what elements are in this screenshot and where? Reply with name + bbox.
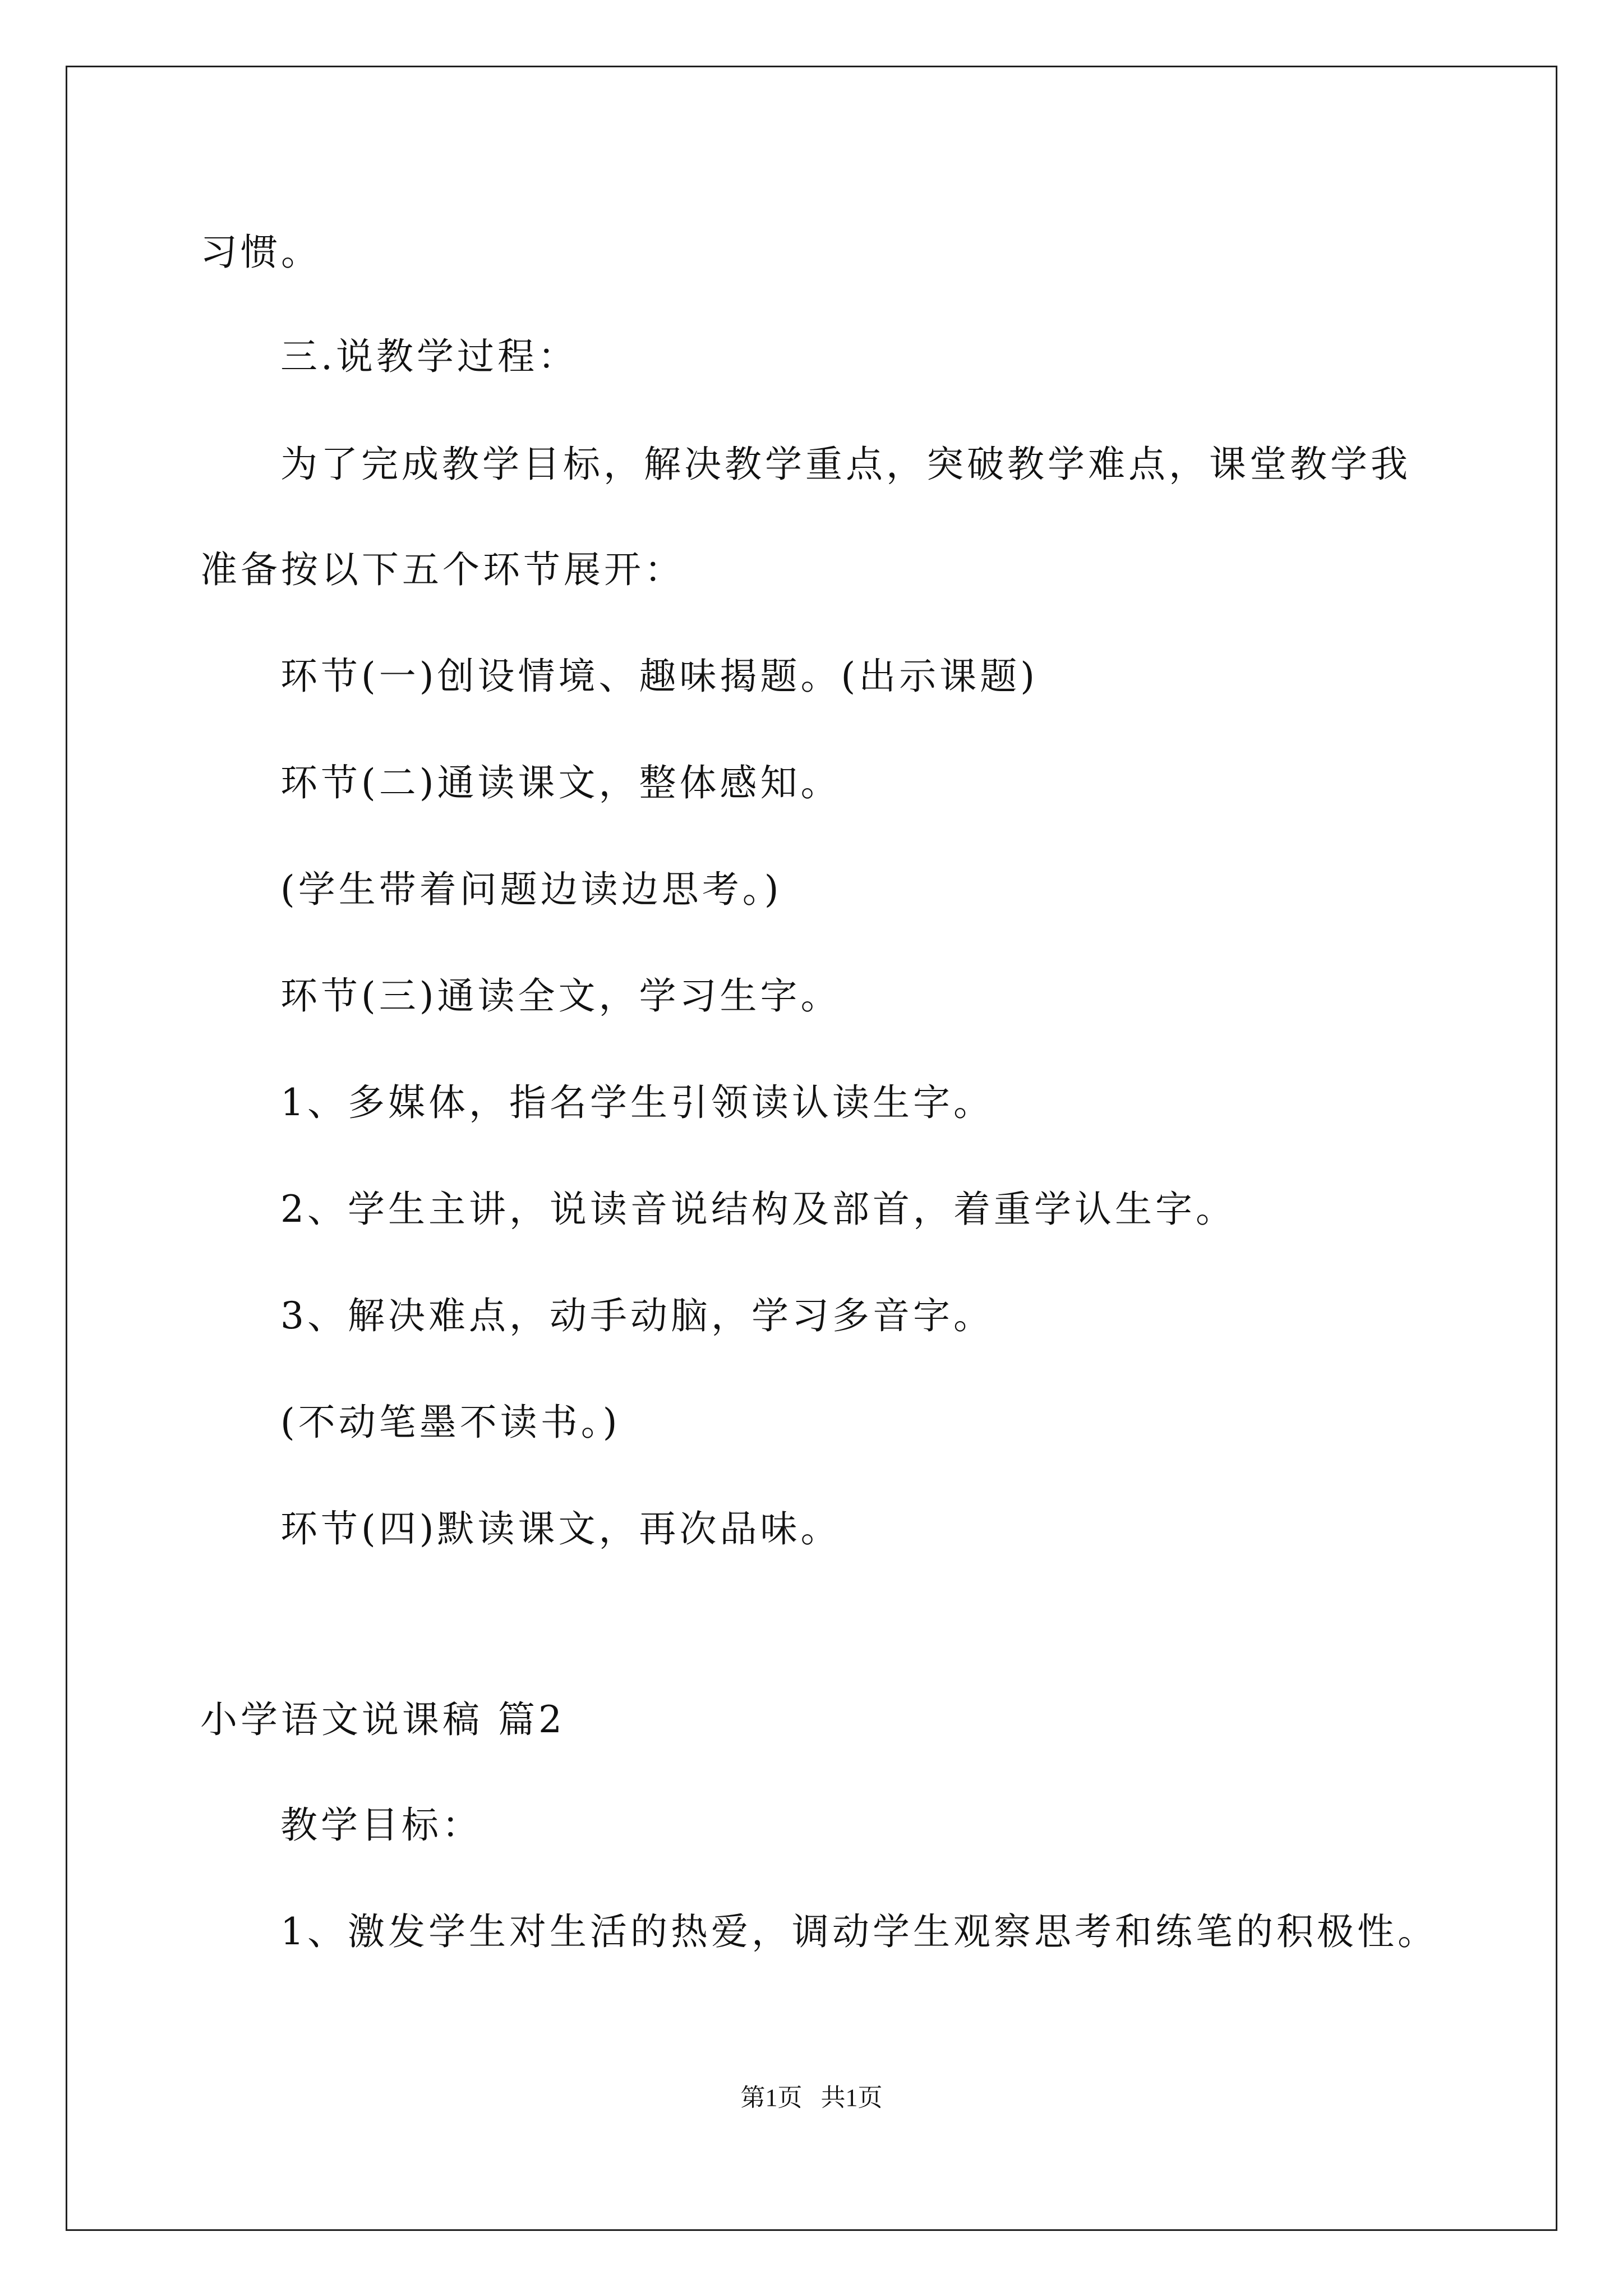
section-heading: 三.说教学过程：	[280, 335, 578, 378]
paragraph: 教学目标：	[280, 1803, 482, 1847]
page-border	[66, 66, 1557, 2231]
list-item: 1、多媒体，指名学生引领读认读生字。	[280, 1081, 994, 1124]
paragraph: (不动笔墨不读书。)	[280, 1401, 621, 1444]
paragraph: 环节(四)默读课文，再次品味。	[280, 1507, 841, 1550]
list-item: 2、学生主讲，说读音说结构及部首，着重学认生字。	[280, 1188, 1236, 1231]
paragraph: 为了完成教学目标，解决教学重点，突破教学难点，课堂教学我	[280, 443, 1411, 486]
paragraph: (学生带着问题边读边思考。)	[280, 868, 782, 911]
page-number: 第1页 共1页	[740, 2084, 883, 2111]
paragraph-continuation: 准备按以下五个环节展开：	[200, 548, 685, 591]
article-title: 小学语文说课稿 篇2	[200, 1698, 565, 1741]
list-item: 3、解决难点，动手动脑，学习多音字。	[280, 1294, 994, 1337]
paragraph-continuation: 习惯。	[200, 231, 321, 274]
list-item: 1、激发学生对生活的热爱，调动学生观察思考和练笔的积极性。	[280, 1910, 1438, 1953]
paragraph: 环节(一)创设情境、趣味揭题。(出示课题)	[280, 655, 1038, 698]
paragraph: 环节(二)通读课文，整体感知。	[280, 761, 841, 804]
paragraph: 环节(三)通读全文，学习生字。	[280, 974, 841, 1018]
